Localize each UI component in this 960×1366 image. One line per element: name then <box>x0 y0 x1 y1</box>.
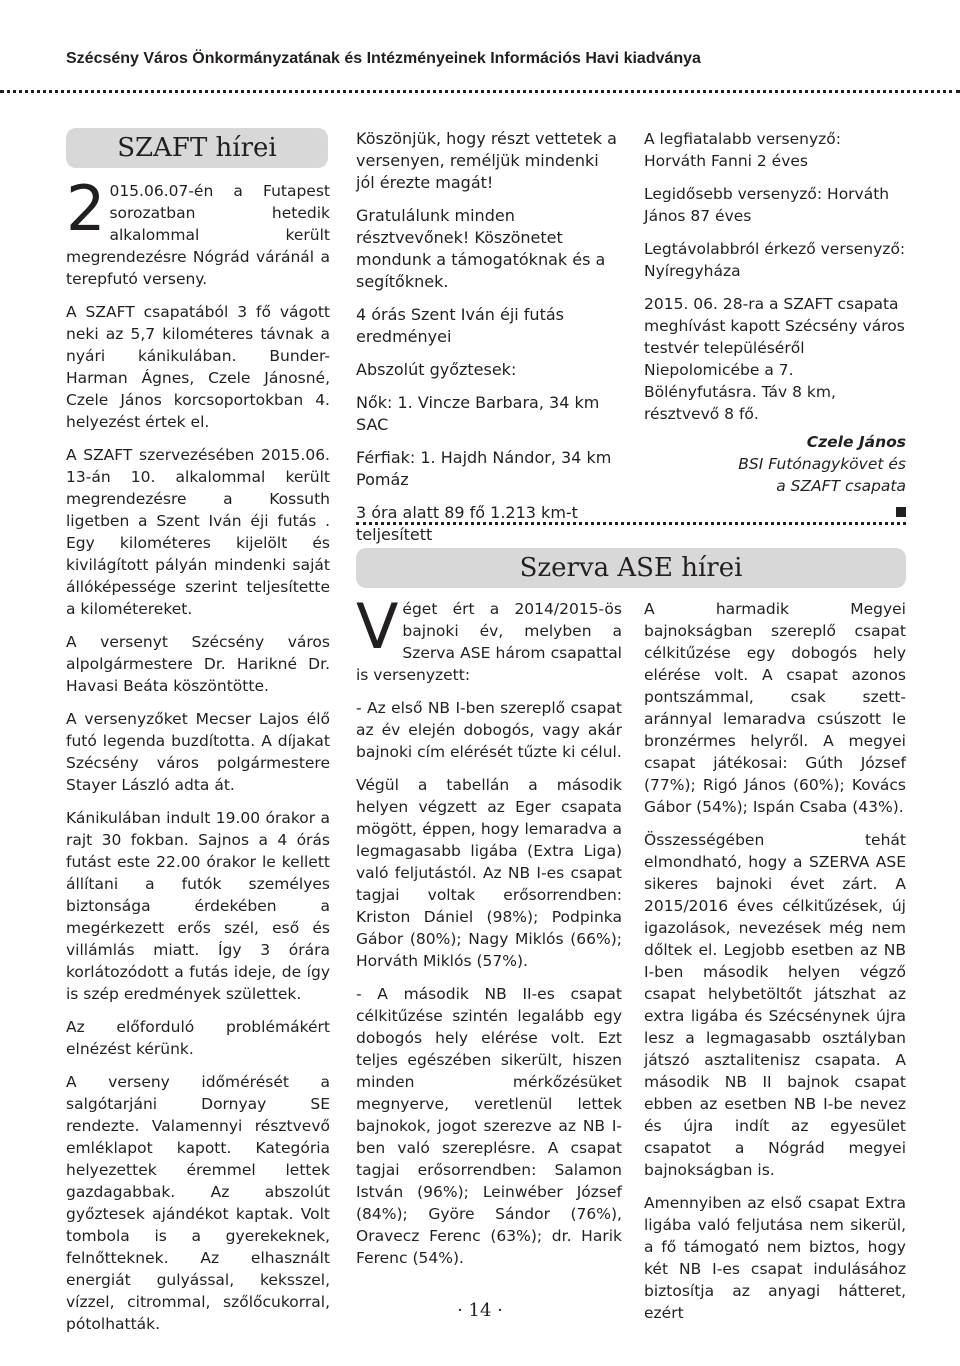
szaft-right-column <box>644 128 906 523</box>
signature-title: BSI Futónagykövet és <box>738 455 906 473</box>
signature-name: Czele János <box>806 433 906 451</box>
szaft-paragraph: Kánikulában indult 19.00 órakor a rajt 30 fokban. Sajnos a 4 órás futást este 22.00 órakor le kellett állítani a futók személyes biztonsága érdekében a megérkezett erős szél, eső és villámlás miatt. Így 3 órára korlátozódott a futás ideje, de így is szép eredmények születtek. <box>66 809 330 1003</box>
page-number: · 14 · <box>457 1300 503 1321</box>
end-mark <box>896 507 906 517</box>
szaft-paragraph: A versenyzőket Mecser Lajos élő futó legenda buzdította. A díjakat Szécsény város polgármestere Stayer László adta át. <box>66 710 330 794</box>
szerva-paragraph: - A második NB II-es csapat célkitűzése szintén legalább egy dobogós hely elérése volt. Ezt teljes egészében sikerült, hiszen minden mérkőzésüket megnyerve, veretlenül lettek bajnokok, jogot szerezve az NB I-ben való szereplésre. A csapat tagjai erősorrendben: Salamon István (96%); Leinwéber József (84%); Györe Sándor (76%), Oravecz Ferenc (63%); dr. Harik Ferenc (54%). <box>356 985 622 1267</box>
szerva-section-heading <box>356 548 906 588</box>
signature-title: a SZAFT csapata <box>776 477 906 495</box>
publication-title: Szécsény Város Önkormányzatának és Intézményeinek Információs Havi kiadványa <box>66 50 701 67</box>
szerva-intro <box>356 590 622 686</box>
szaft-results-subtitle: Abszolút győztesek: <box>356 360 517 379</box>
szaft-intro-text: 015.06.07-én a Futapest sorozatban hetedik alkalommal került megrendezésre Nógrád váránál a terepfutó verseny. <box>66 182 330 288</box>
szerva-paragraph: Amennyiben az első csapat Extra ligába való feljutása nem sikerül, a fő támogató nem biztos, hogy két NB I-es csapat indulásához biztosítja az anyagi hátteret, ezért <box>644 1194 906 1322</box>
szaft-intro <box>66 172 330 290</box>
szaft-paragraph: A legfiatalabb versenyző: Horváth Fanni 2 éves <box>644 130 841 170</box>
szaft-heading-text: SZAFT hírei <box>117 133 277 163</box>
section-divider <box>356 522 906 525</box>
szaft-paragraph: 2015. 06. 28-ra a SZAFT csapata meghívást kapott Szécsény város testvér településéről Niepolomicébe a 7. Bölényfutásra. Táv 8 km, résztvevő 8 fő. <box>644 295 905 423</box>
szaft-results-title: 4 órás Szent Iván éji futás eredményei <box>356 305 564 346</box>
szaft-paragraph: Legtávolabbról érkező versenyző: Nyíregyháza <box>644 240 906 280</box>
szaft-paragraph: A verseny időmérését a salgótarjáni Dornyay SE rendezte. Valamennyi résztvevő emléklapot kapott. Kategória helyezettek éremmel lettek gazdagabbak. Az abszolút győztesek ajándékot kaptak. Volt tombola is a gyerekeknek, felnőtteknek. Az elhasznált energiát gulyással, keksszel, vízzel, citrommal, szőlőcukorral, pótolhatták. <box>66 1073 330 1333</box>
szaft-paragraph: Az előforduló problémákért elnézést kérünk. <box>66 1018 330 1058</box>
szerva-paragraph: Végül a tabellán a második helyen végzett az Eger csapata mögött, éppen, hogy lemaradva a legmagasabb ligába (Extra Liga) való feljutástól. Az NB I-es csapat tagjai voltak erősorrendben: Kriston Dániel (98%); Podpinka Gábor (80%); Nagy Miklós (66%); Horváth Miklós (57%). <box>356 776 622 970</box>
szaft-section-heading <box>66 128 328 168</box>
szerva-middle-column <box>356 590 622 1280</box>
szerva-right-column <box>644 598 906 1335</box>
header-divider <box>0 90 960 93</box>
dropcap: 2 <box>66 172 106 245</box>
szaft-paragraph: A SZAFT csapatából 3 fő vágott neki az 5,7 kilométeres távnak a nyári kánikulában. Bunder-Harman Ágnes, Czele Jánosné, Czele János korcsoportokban 4. helyezést értek el. <box>66 303 330 431</box>
szerva-intro-text: éget ért a 2014/2015-ös bajnoki év, melyben a Szerva ASE három csapattal is versenyzett: <box>356 600 622 684</box>
szaft-result-3h: 3 óra alatt 89 fő 1.213 km-t teljesített <box>356 503 578 544</box>
szaft-middle-column <box>356 128 622 557</box>
szerva-paragraph: Összességében tehát elmondható, hogy a SZERVA ASE sikeres bajnoki évet zárt. A 2015/2016 éves célkitűzések, új igazolások, nevezések még nem dőltek el. Legjobb esetben az NB I-ben második helyen végző csapat helybetöltőt játszhat az extra ligába és Szécsénynek újra lesz a legmagasabb osztályban játszó asztalitenisz csapata. A második NB II bajnok csapat ebben az esetben NB I-be nevez és újra indít az egyesület csapatot a Nógrád megyei bajnokságban is. <box>644 831 906 1179</box>
szerva-heading-text: Szerva ASE hírei <box>519 553 743 583</box>
szaft-paragraph: Legidősebb versenyző: Horváth János 87 éves <box>644 185 890 225</box>
szaft-left-column <box>66 172 330 1346</box>
dropcap: V <box>356 590 399 663</box>
szaft-result-women: Nők: 1. Vincze Barbara, 34 km SAC <box>356 393 600 434</box>
szerva-paragraph: A harmadik Megyei bajnokságban szereplő csapat célkitűzése egy dobogós hely elérése volt. A csapat azonos pontszámmal, csak szett-aránnyal lemaradva csúszott le bronzérmes helyről. A megyei csapat játékosai: Gúth József (77%); Rigó János (60%); Kovács Gábor (54%); Ispán Csaba (43%). <box>644 600 906 816</box>
szaft-paragraph: Köszönjük, hogy részt vettetek a versenyen, reméljük mindenki jól érezte magát! <box>356 129 617 192</box>
szaft-paragraph: Gratulálunk minden résztvevőnek! Köszönetet mondunk a támogatóknak és a segítőknek. <box>356 206 606 291</box>
szerva-paragraph: - Az első NB I-ben szereplő csapat az év elején dobogós, vagy akár bajnoki cím elérését tűzte ki célul. <box>356 699 622 761</box>
szaft-paragraph: A SZAFT szervezésében 2015.06. 13-án 10. alkalommal került megrendezésre a Kossuth ligetben a Szent Iván éji futás . Egy kilométeres kijelölt és kivilágított pályán mindenki saját állóképessége szerint teljesítette a kilométereket. <box>66 446 330 618</box>
szaft-result-men: Férfiak: 1. Hajdh Nándor, 34 km Pomáz <box>356 448 612 489</box>
szaft-paragraph: A versenyt Szécsény város alpolgármestere Dr. Harikné Dr. Havasi Beáta köszöntötte. <box>66 633 330 695</box>
